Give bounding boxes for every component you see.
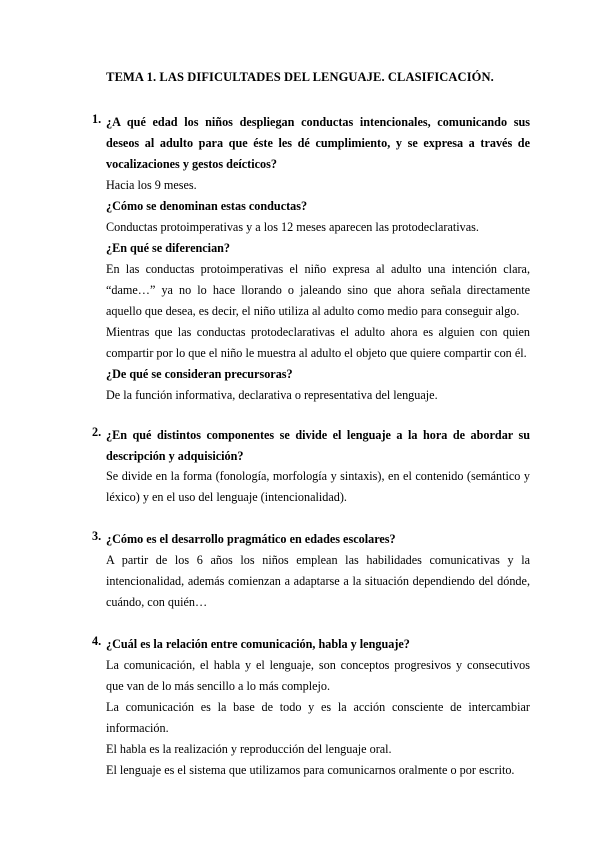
answer-1 <box>106 175 530 406</box>
answer-4 <box>106 655 530 781</box>
answer-2 <box>106 466 530 508</box>
question-text: ¿En qué distintos componentes se divide el lenguaje a la hora de abordar su descripción y adquisición? <box>106 428 530 463</box>
answer-text: Hacia los 9 meses. <box>106 178 197 192</box>
answer-text: A partir de los 6 años los niños emplean las habilidades comunicativas y la intencionalidad, además comienzan a adaptarse a la situación dependiendo del dónde, cuándo, con quién… <box>106 553 530 609</box>
answer-text: Mientras que las conductas protodeclarativas el adulto ahora es alguien con quien compartir por lo que el niño le muestra al adulto el objeto que quiere compartir con él. <box>106 325 530 360</box>
question-4 <box>92 634 530 655</box>
question-number: 3. <box>92 529 102 543</box>
answer-text: Conductas protoimperativas y a los 12 meses aparecen las protodeclarativas. <box>106 220 479 234</box>
answer-text: Se divide en la forma (fonología, morfología y sintaxis), en el contenido (semántico y léxico) y en el uso del lenguaje (intencionalidad). <box>106 469 530 504</box>
question-number: 1. <box>92 112 102 126</box>
answer-text: En las conductas protoimperativas el niño expresa al adulto una intención clara, “dame…” ya no lo hace llorando o jaleando sino que ahora señala directamente aquello que desea, es decir, el niño utiliza al adulto como medio para conseguir algo. <box>106 262 530 318</box>
question-1 <box>92 112 530 175</box>
answer-text: La comunicación, el habla y el lenguaje, son conceptos progresivos y consecutivos que van de lo más sencillo a lo más complejo. <box>106 658 530 693</box>
answer-text: El habla es la realización y reproducción del lenguaje oral. <box>106 742 392 756</box>
question-text: ¿Cómo es el desarrollo pragmático en edades escolares? <box>106 532 396 546</box>
question-text: ¿A qué edad los niños despliegan conductas intencionales, comunicando sus deseos al adulto para que éste les dé cumplimiento, y se expresa a través de vocalizaciones y gestos deícticos? <box>106 115 530 171</box>
question-text: ¿Cuál es la relación entre comunicación, habla y lenguaje? <box>106 637 410 651</box>
answer-3 <box>106 550 530 613</box>
question-3 <box>92 529 530 550</box>
answer-text: El lenguaje es el sistema que utilizamos para comunicarnos oralmente o por escrito. <box>106 763 515 777</box>
answer-text: De la función informativa, declarativa o representativa del lenguaje. <box>106 388 438 402</box>
subquestion: ¿Cómo se denominan estas conductas? <box>106 199 308 213</box>
question-2 <box>92 425 530 467</box>
subquestion: ¿En qué se diferencian? <box>106 241 231 255</box>
question-number: 2. <box>92 425 102 439</box>
answer-text: La comunicación es la base de todo y es la acción consciente de intercambiar información. <box>106 700 530 735</box>
question-number: 4. <box>92 634 102 648</box>
subquestion: ¿De qué se consideran precursoras? <box>106 367 293 381</box>
page-title: TEMA 1. LAS DIFICULTADES DEL LENGUAJE. CLASIFICACIÓN. <box>106 70 494 84</box>
